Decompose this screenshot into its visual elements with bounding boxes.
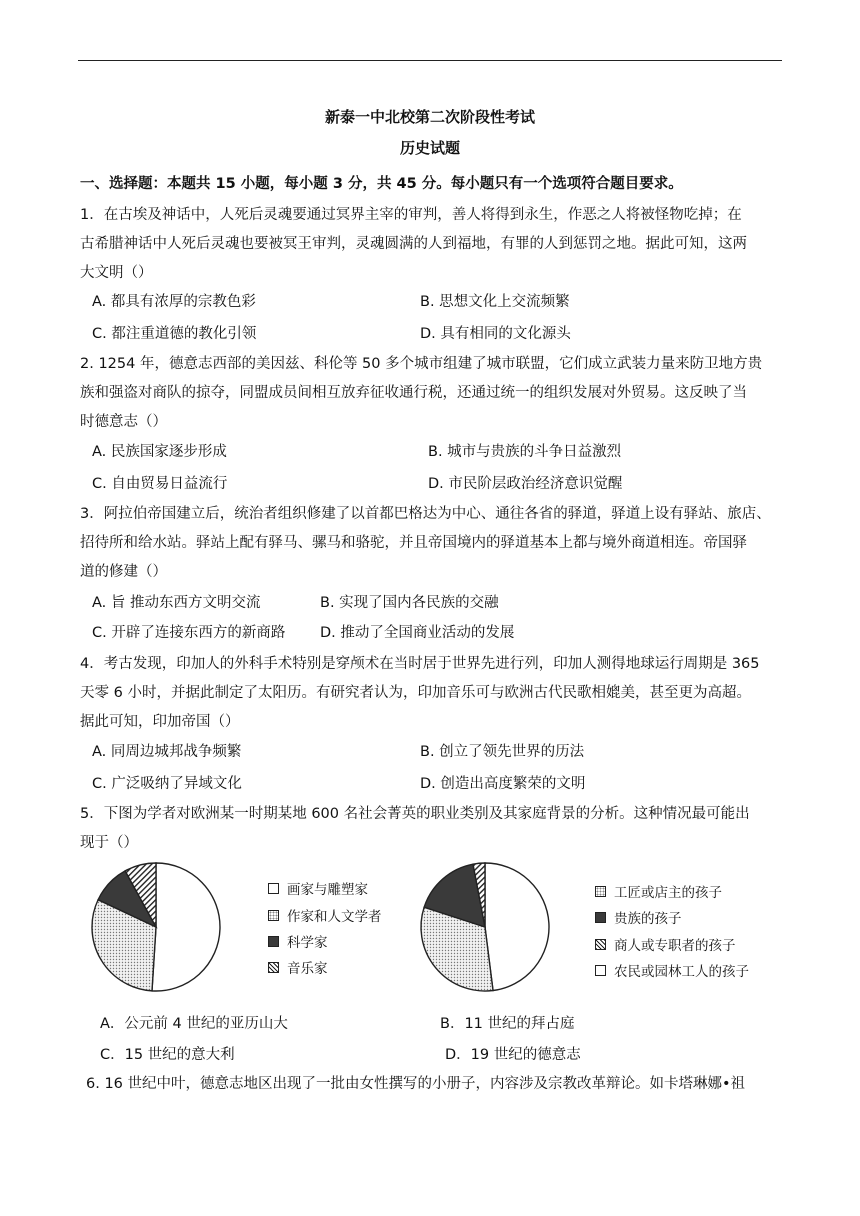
- legend-label: 音乐家: [287, 961, 328, 977]
- q4-line-3: 据此可知，印加帝国（）: [80, 714, 240, 730]
- q1-option-b[interactable]: B. 思想文化上交流频繁: [420, 294, 570, 310]
- q4-option-a[interactable]: A. 同周边城邦战争频繁: [92, 744, 242, 760]
- q4-option-b[interactable]: B. 创立了领先世界的历法: [420, 744, 585, 760]
- legend-item-merchants: [595, 934, 736, 954]
- legend-swatch-white-icon: [268, 883, 279, 894]
- q3-line-1: 3．阿拉伯帝国建立后，统治者组织修建了以首都巴格达为中心、通往各省的驿道，驿道上设有驿站、旅店、: [80, 506, 771, 522]
- pie-slice-1: [152, 863, 220, 991]
- q2-line-3: 时德意志（）: [80, 414, 167, 430]
- q3-option-b[interactable]: B. 实现了国内各民族的交融: [320, 595, 499, 611]
- q2-option-a[interactable]: A. 民族国家逐步形成: [92, 444, 227, 460]
- legend-label: 工匠或店主的孩子: [614, 885, 722, 901]
- q4-option-d[interactable]: D. 创造出高度繁荣的文明: [420, 776, 586, 792]
- q4-line-2: 天零 6 小时，并据此制定了太阳历。有研究者认为，印加音乐可与欧洲古代民歌相媲美，甚至更为高超。: [80, 685, 751, 701]
- q2-option-b[interactable]: B. 城市与贵族的斗争日益激烈: [428, 444, 622, 460]
- q1-option-a[interactable]: A. 都具有浓厚的宗教色彩: [92, 294, 256, 310]
- q5-option-c[interactable]: C．15 世纪的意大利: [100, 1047, 235, 1063]
- q1-option-d[interactable]: D. 具有相同的文化源头: [420, 326, 571, 342]
- q1-option-c[interactable]: C. 都注重道德的教化引领: [92, 326, 257, 342]
- q4-line-1: 4．考古发现，印加人的外科手术特别是穿颅术在当时居于世界先进行列，印加人测得地球运行周期是 365: [80, 656, 760, 672]
- q4-option-c[interactable]: C. 广泛吸纳了异域文化: [92, 776, 242, 792]
- exam-subject: 历史试题: [399, 139, 460, 157]
- legend-label: 画家与雕塑家: [287, 882, 368, 898]
- q2-line-1: 2. 1254 年，德意志西部的美因兹、科伦等 50 多个城市组建了城市联盟，它们成立武装力量来防卫地方贵: [80, 356, 763, 372]
- legend-item-painters: [268, 878, 368, 898]
- q5-option-b[interactable]: B．11 世纪的拜占庭: [440, 1016, 575, 1032]
- q2-option-d[interactable]: D. 市民阶层政治经济意识觉醒: [428, 476, 623, 492]
- legend-item-musicians: [268, 957, 328, 977]
- q5-line-1: 5．下图为学者对欧洲某一时期某地 600 名社会菁英的职业类别及其家庭背景的分析。这种情况最可能出: [80, 806, 750, 822]
- q5-option-d[interactable]: D．19 世纪的德意志: [445, 1047, 581, 1063]
- legend-swatch-dark-icon: [268, 936, 279, 947]
- legend-item-peasants: [595, 960, 749, 980]
- header-rule: [78, 60, 782, 61]
- q2-line-2: 族和强盗对商队的掠夺，同盟成员间相互放弃征收通行税，还通过统一的组织发展对外贸易。这反映了当: [80, 385, 747, 401]
- legend-swatch-hatched-icon: [268, 962, 279, 973]
- legend-swatch-white-icon: [595, 965, 606, 976]
- legend-item-artisans: [595, 881, 722, 901]
- q3-line-3: 道的修建（）: [80, 564, 167, 580]
- legend-item-nobles: [595, 907, 682, 927]
- legend-label: 农民或园林工人的孩子: [614, 964, 749, 980]
- legend-swatch-hatched-icon: [595, 939, 606, 950]
- q5-option-a[interactable]: A．公元前 4 世纪的亚历山大: [100, 1016, 288, 1032]
- q3-option-c[interactable]: C. 开辟了连接东西方的新商路: [92, 625, 286, 641]
- q6-line-1: 6. 16 世纪中叶，德意志地区出现了一批由女性撰写的小册子，内容涉及宗教改革辩论。如卡塔琳娜•祖: [86, 1076, 746, 1092]
- legend-swatch-dotted-icon: [595, 886, 606, 897]
- legend-swatch-dotted-icon: [268, 910, 279, 921]
- q5-line-2: 现于（）: [80, 835, 138, 851]
- q1-line-2: 古希腊神话中人死后灵魂也要被冥王审判，灵魂圆满的人到福地，有罪的人到惩罚之地。据此可知，这两: [80, 236, 747, 252]
- q3-option-d[interactable]: D. 推动了全国商业活动的发展: [320, 625, 515, 641]
- section-heading: 一、选择题：本题共 15 小题，每小题 3 分，共 45 分。每小题只有一个选项符合题目要求。: [80, 176, 683, 192]
- legend-item-writers: [268, 905, 382, 925]
- legend-item-scientists: [268, 931, 328, 951]
- exam-title: 新泰一中北校第二次阶段性考试: [324, 108, 535, 126]
- pie-chart-family-background: [417, 859, 553, 995]
- legend-label: 科学家: [287, 935, 328, 951]
- q2-option-c[interactable]: C. 自由贸易日益流行: [92, 476, 228, 492]
- q3-option-a[interactable]: A. 旨 推动东西方文明交流: [92, 595, 261, 611]
- legend-label: 作家和人文学者: [287, 909, 382, 925]
- legend-label: 贵族的孩子: [614, 911, 682, 927]
- legend-swatch-dark-icon: [595, 912, 606, 923]
- legend-label: 商人或专职者的孩子: [614, 938, 736, 954]
- q1-line-1: 1．在古埃及神话中，人死后灵魂要通过冥界主宰的审判，善人将得到永生，作恶之人将被怪物吃掉；在: [80, 207, 742, 223]
- q1-line-3: 大文明（）: [80, 265, 153, 281]
- pie-slice-4: [485, 863, 549, 990]
- pie-chart-occupation: [88, 859, 224, 995]
- q3-line-2: 招待所和给水站。驿站上配有驿马、骡马和骆驼，并且帝国境内的驿道基本上都与境外商道相连。帝国驿: [80, 535, 747, 551]
